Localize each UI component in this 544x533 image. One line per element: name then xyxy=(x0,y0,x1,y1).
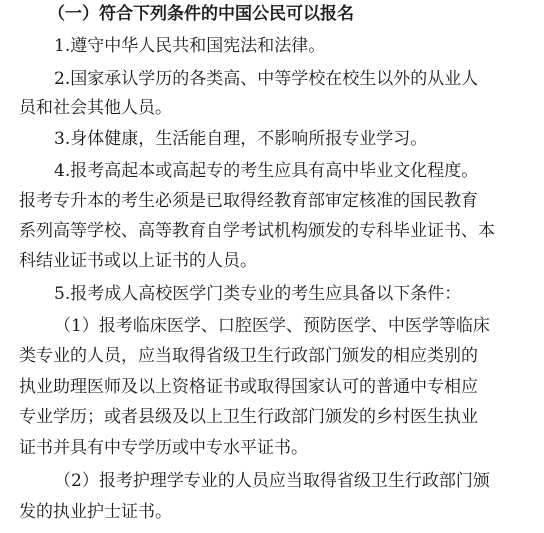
item-2-line-1: 2.国家承认学历的各类高、中等学校在校生以外的从业人 xyxy=(54,69,479,89)
subitem-1-line-1: （1）报考临床医学、口腔医学、预防医学、中医学等临床 xyxy=(54,316,490,336)
item-2-line-2: 员和社会其他人员。 xyxy=(19,98,172,118)
item-3-line-1: 3.身体健康，生活能自理，不影响所报专业学习。 xyxy=(54,129,428,149)
subitem-2-line-1: （2）报考护理学专业的人员应当取得省级卫生行政部门颁 xyxy=(54,471,490,491)
subitem-1-line-3: 执业助理医师及以上资格证书或取得国家认可的普通中专相应 xyxy=(19,377,478,397)
item-4-line-4: 科结业证书或以上证书的人员。 xyxy=(19,251,257,271)
subitem-1-line-2: 类专业的人员，应当取得省级卫生行政部门颁发的相应类别的 xyxy=(19,346,478,366)
item-4-line-3: 系列高等学校、高等教育自学考试机构颁发的专科毕业证书、本 xyxy=(19,221,495,241)
item-4-line-2: 报考专升本的考生必须是已取得经教育部审定核准的国民教育 xyxy=(19,191,478,211)
subitem-2-line-2: 发的执业护士证书。 xyxy=(19,502,172,522)
item-1-line-1: 1.遵守中华人民共和国宪法和法律。 xyxy=(54,36,326,56)
item-4-line-1: 4.报考高起本或高起专的考生应具有高中毕业文化程度。 xyxy=(54,161,479,181)
subitem-1-line-4: 专业学历；或者县级及以上卫生行政部门颁发的乡村医生执业 xyxy=(19,407,478,427)
section-heading: （一）符合下列条件的中国公民可以报名 xyxy=(48,4,354,24)
subitem-1-line-5: 证书并具有中专学历或中专水平证书。 xyxy=(19,438,308,458)
item-5-line-1: 5.报考成人高校医学门类专业的考生应具备以下条件： xyxy=(54,284,462,304)
